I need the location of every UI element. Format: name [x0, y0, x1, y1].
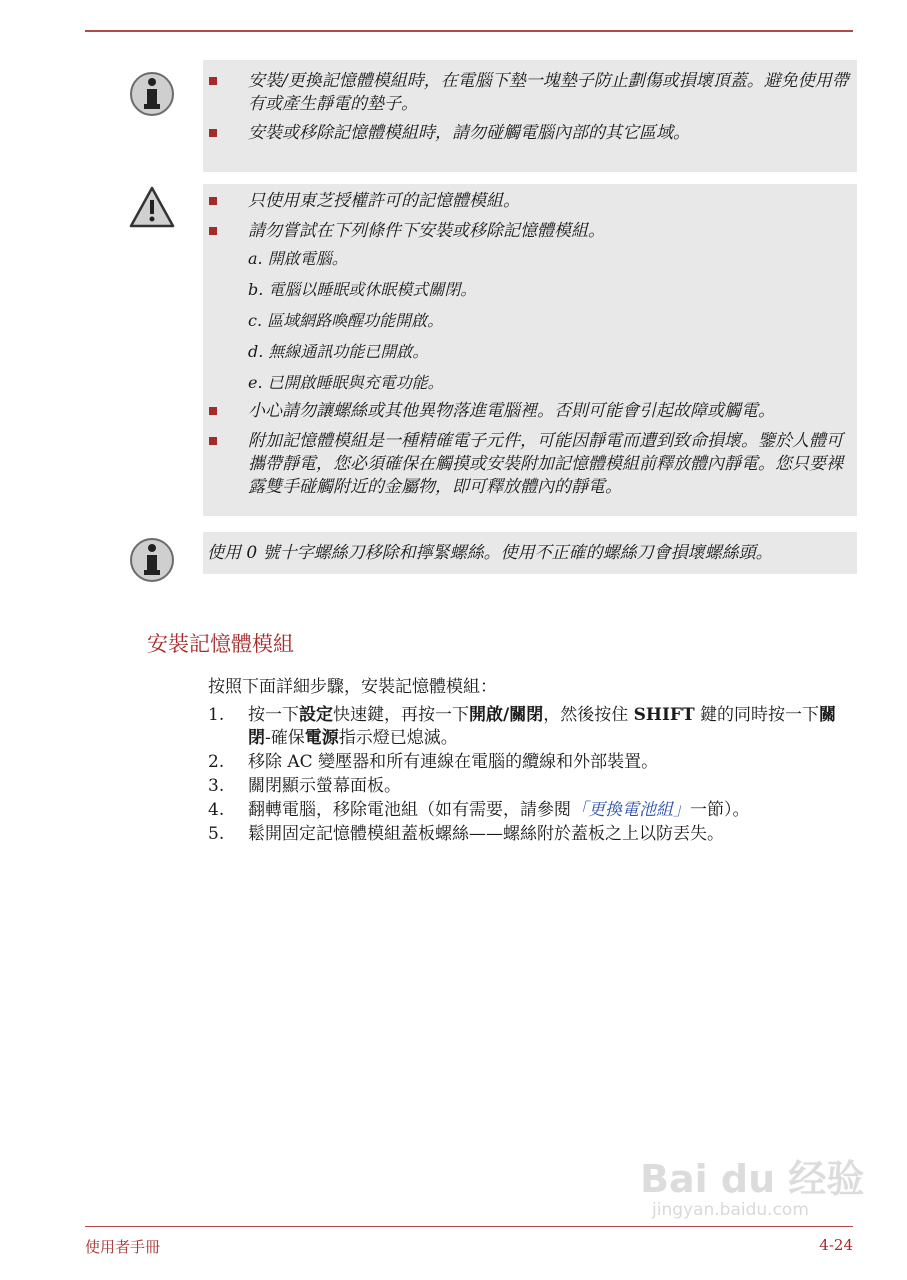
step-item: 2. 移除 AC 變壓器和所有連線在電腦的纜線和外部裝置。: [208, 752, 659, 772]
warning-icon: [128, 184, 176, 232]
condition-item: e. 已開啟睡眠與充電功能。: [248, 373, 444, 392]
note-box-3: [203, 532, 857, 574]
condition-item: b. 電腦以睡眠或休眠模式關閉。: [248, 280, 477, 299]
note-text: 使用 0 號十字螺絲刀移除和擰緊螺絲。使用不正確的螺絲刀會損壞螺絲頭。: [207, 543, 773, 563]
watermark-url: jingyan.baidu.com: [652, 1200, 809, 1220]
steps-list: [208, 704, 848, 847]
step-number: 5.: [208, 824, 225, 844]
step-item: 3. 關閉顯示螢幕面板。: [208, 776, 401, 796]
replace-battery-link[interactable]: 「更換電池組」: [571, 800, 690, 820]
warning-box: [203, 184, 857, 516]
warning-bullet: 請勿嘗試在下列條件下安裝或移除記憶體模組。: [203, 220, 857, 243]
warning-bullet: 只使用東芝授權許可的記憶體模組。: [203, 190, 857, 213]
section-heading: 安裝記憶體模組: [147, 632, 294, 656]
step-number: 1.: [208, 705, 225, 725]
warning-bullet: 小心請勿讓螺絲或其他異物落進電腦裡。否則可能會引起故障或觸電。: [203, 400, 857, 423]
step-number: 3.: [208, 776, 225, 796]
step-number: 2.: [208, 752, 225, 772]
note-bullet: 安裝或移除記憶體模組時，請勿碰觸電腦內部的其它區域。: [203, 122, 857, 145]
footer-title: 使用者手冊: [85, 1238, 161, 1256]
info-icon: [128, 536, 176, 584]
header-rule: [85, 30, 853, 32]
condition-item: c. 區域網路喚醒功能開啟。: [248, 311, 444, 330]
condition-item: d. 無線通訊功能已開啟。: [248, 342, 429, 361]
section-intro: 按照下面詳細步驟，安裝記憶體模組：: [208, 677, 497, 697]
warning-bullet: 附加記憶體模組是一種精確電子元件，可能因靜電而遭到致命損壞。鑒於人體可攜帶靜電，您必須確保在觸摸或安裝附加記憶體模組前釋放體內靜電。您只要裸露雙手碰觸附近的金屬物，即可釋放體內的靜電。: [203, 430, 857, 499]
footer-rule: [85, 1226, 853, 1227]
step-number: 4.: [208, 800, 225, 820]
step-item: 1. 按一下設定快速鍵，再按一下開啟/關閉，然後按住 SHIFT 鍵的同時按一下關閉-確保電源指示燈已熄滅。: [208, 705, 837, 748]
info-icon: [128, 70, 176, 118]
page-number: 4-24: [819, 1236, 853, 1254]
note-bullet: 安裝/更換記憶體模組時，在電腦下墊一塊墊子防止劃傷或損壞頂蓋。避免使用帶有或產生靜電的墊子。: [203, 70, 857, 116]
condition-item: a. 開啟電腦。: [248, 249, 348, 268]
step-item: 5. 鬆開固定記憶體模組蓋板螺絲——螺絲附於蓋板之上以防丟失。: [208, 824, 724, 844]
note-box-1: [203, 60, 857, 172]
step-item: 4. 翻轉電腦，移除電池組（如有需要，請參閱「更換電池組」一節）。: [208, 800, 750, 820]
watermark-logo: Bai du 经验: [640, 1157, 865, 1201]
